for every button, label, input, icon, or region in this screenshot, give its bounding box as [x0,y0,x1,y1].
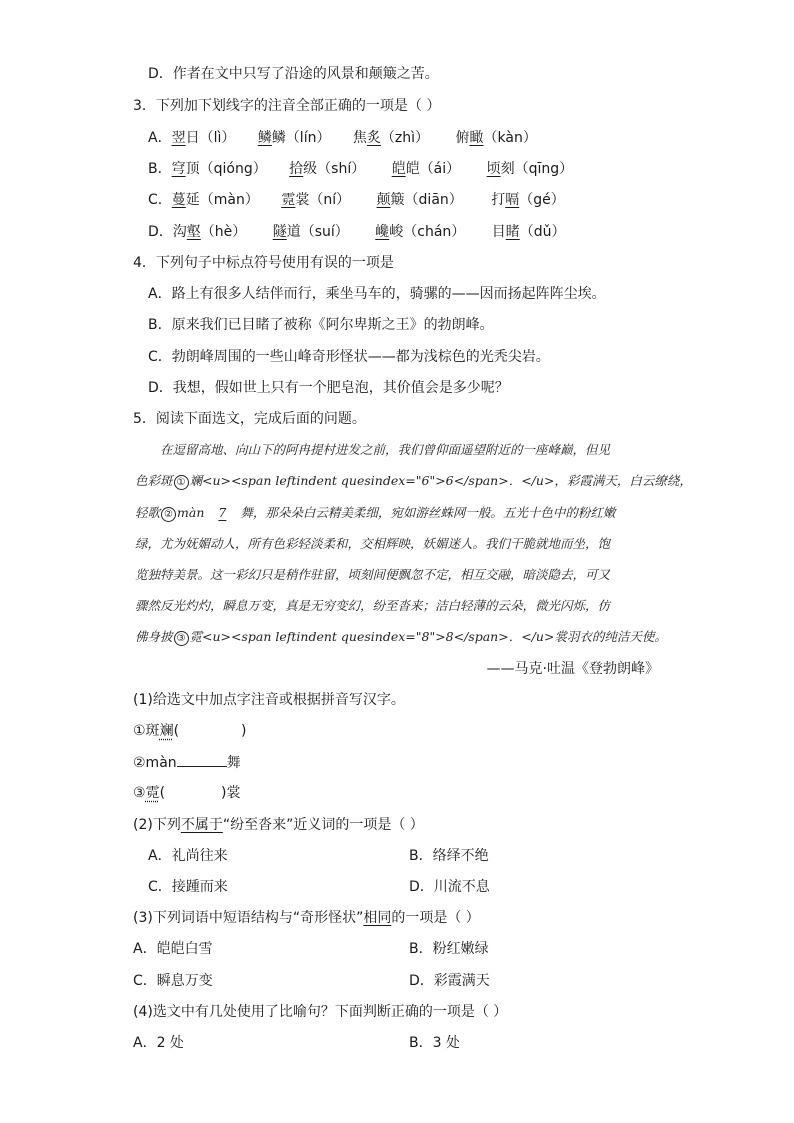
sub2-stem: (2)下列不属于“纷至沓来”近义词的一项是（ ） [133,817,424,833]
sub1-item-2[interactable]: ②màn 舞 [133,752,241,773]
marker-1: ① [174,475,189,490]
q3-option-a[interactable]: A．翌日（lì） 鳞鳞（lín） 焦炙（zhì） 俯瞰（kàn） [148,130,537,146]
q4-option-a[interactable]: A．路上有很多人结伴而行，乘坐马车的，骑骡的——因而扬起阵阵尘埃。 [148,286,606,302]
passage-line: 色彩斑 ① 斓<u><span leftindent quesindex="6">6</span>．</u>，彩霞满天，白云缭绕， [135,473,692,488]
sub2-option-c[interactable]: C．接踵而来 [148,879,228,895]
sub4-option-a[interactable]: A．2 处 [133,1035,184,1051]
answer-blank[interactable] [177,752,227,767]
sub4-stem: (4)选文中有几处使用了比喻句？下面判断正确的一项是（ ） [133,1004,508,1020]
sub1-item-1[interactable]: ①斑斓( ) [133,723,247,739]
q4-option-b[interactable]: B．原来我们已目睹了被称《阿尔卑斯之王》的勃朗峰。 [148,317,494,333]
q4-option-c[interactable]: C．勃朗峰周围的一些山峰奇形怪状——都为浅棕色的光秃尖岩。 [148,349,550,365]
q2-option-d[interactable]: D．作者在文中只写了沿途的风景和颠簸之苦。 [148,66,439,82]
sub3-option-b[interactable]: B．粉红嫩绿 [409,941,489,957]
sub1-stem: (1)给选文中加点字注音或根据拼音写汉字。 [133,692,405,708]
passage-source: ——马克·吐温《登勃朗峰》 [486,661,659,677]
passage-line: 轻歌 ② màn 7 舞，那朵朵白云精美柔细，宛如游丝蛛网一般。五光十色中的粉红嫩 [135,503,615,523]
sub4-option-b[interactable]: B．3 处 [409,1035,460,1051]
sub2-option-d[interactable]: D．川流不息 [409,879,490,895]
sub2-option-a[interactable]: A．礼尚往来 [148,848,228,864]
q3-option-d[interactable]: D．沟壑（hè） 隧道（suí） 巉峻（chán） 目睹（dǔ） [148,224,566,240]
sub3-option-d[interactable]: D．彩霞满天 [409,973,490,989]
q4-stem: 4．下列句子中标点符号使用有误的一项是 [133,255,394,271]
blank-7[interactable]: 7 [218,505,227,520]
marker-2: ② [161,507,176,522]
passage-line: 佛身披 ③ 霓<u><span leftindent quesindex="8">8</span>．</u>裳羽衣的纯洁天使。 [135,629,667,644]
sub3-stem: (3)下列词语中短语结构与“奇形怪状”相同的一项是（ ） [133,910,480,926]
q5-stem: 5．阅读下面选文，完成后面的问题。 [133,411,366,427]
q3-stem: 3．下列加下划线字的注音全部正确的一项是（ ） [133,98,441,114]
passage-line: 览独特美景。这一彩幻只是稍作驻留，顷刻间便飘忽不定，相互交融，暗淡隐去，可又 [135,567,611,582]
sub3-option-a[interactable]: A．皑皑白雪 [133,941,213,957]
passage-line: 绿，尤为妩媚动人，所有色彩轻淡柔和，交相辉映，妖媚迷人。我们干脆就地而坐，饱 [135,536,611,551]
sub3-option-c[interactable]: C．瞬息万变 [133,973,213,989]
passage-line: 在逗留高地、向山下的阿冉提村进发之前，我们曾仰面遥望附近的一座峰巅，但见 [160,442,611,457]
q4-option-d[interactable]: D．我想，假如世上只有一个肥皂泡，其价值会是多少呢？ [148,380,509,396]
sub1-item-3[interactable]: ③霓( )裳 [133,785,241,801]
marker-3: ③ [174,631,189,646]
passage-line: 骤然反光灼灼，瞬息万变，真是无穷变幻，纷至沓来；洁白轻薄的云朵，微光闪烁，仿 [135,598,611,613]
sub2-option-b[interactable]: B．络绎不绝 [409,848,489,864]
q3-option-b[interactable]: B．穹顶（qióng） 拾级（shí） 皑皑（ái） 顷刻（qīng） [148,161,574,177]
q3-option-c[interactable]: C．蔓延（màn） 霓裳（ní） 颠簸（diān） 打嗝（gé） [148,192,565,208]
